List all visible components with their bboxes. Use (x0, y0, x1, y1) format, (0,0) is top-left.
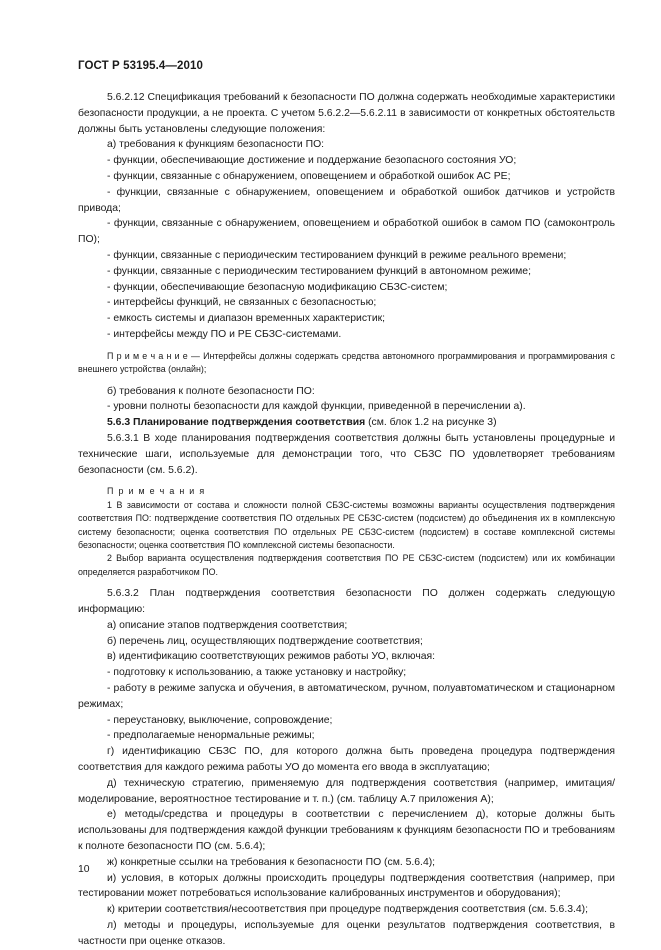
spacer (78, 478, 615, 485)
list-item: - функции, связанные с периодическим тестированием функций в режиме реального времени; (107, 249, 567, 261)
section-heading: 5.6.3 Планирование подтверждения соответствия (107, 417, 366, 429)
note-paragraph: 2 Выбор варианта осуществления подтверждения соответствия ПО РЕ СБЗС-систем (подсистем) или их комбинации определяется разработчиком ПО. (78, 553, 615, 577)
list-item: - функции, обеспечивающие достижение и поддержание безопасного состояния УО; (107, 155, 517, 167)
list-item: - функции, связанные с обнаружением, оповещением и обработкой ошибок АС РЕ; (107, 170, 511, 182)
paragraph: ж) конкретные ссылки на требования к безопасности ПО (см. 5.6.4); (107, 856, 436, 868)
note-paragraph: П р и м е ч а н и е — Интерфейсы должны содержать средства автономного программирования и программирования с внешнего устройства (онлайн); (78, 350, 615, 375)
paragraph: а) требования к функциям безопасности ПО: (107, 139, 325, 151)
paragraph: к) критерии соответствия/несоответствия при процедуре подтверждения соответствия (см. 5.6.3.4); (107, 904, 589, 916)
document-header: ГОСТ Р 53195.4—2010 (78, 60, 203, 72)
list-item: - подготовку к использованию, а также установку и настройку; (107, 667, 407, 679)
paragraph: 5.6.2.12 Спецификация требований к безопасности ПО должна содержать необходимые характеристики безопасности продукции, а не проекта. С учетом 5.6.2.2—5.6.2.11 в зависимости от конкретных обстоятельств должны быть установлены следующие положения: (78, 92, 615, 135)
paragraph: а) описание этапов подтверждения соответствия; (107, 619, 348, 631)
list-item: - функции, обеспечивающие безопасную модификацию СБЗС-систем; (107, 281, 448, 293)
list-item: - функции, связанные с обнаружением, оповещением и обработкой ошибок в самом ПО (самоконтроль ПО); (78, 218, 615, 246)
paragraph: 5.6.3.1 В ходе планирования подтверждения соответствия должны быть установлены процедурные и технические шаги, используемые для демонстрации того, что СБЗС ПО удовлетворяет требованиям безопасности (см. 5.6.2). (78, 432, 615, 476)
paragraph: 5.6.3.2 План подтверждения соответствия безопасности ПО должен содержать следующую информацию: (78, 588, 615, 615)
spacer (78, 579, 615, 586)
paragraph: г) идентификацию СБЗС ПО, для которого должна быть проведена процедура подтверждения соответствия для каждого режима работы УО до момента его ввода в эксплуатацию; (78, 746, 615, 773)
paragraph (78, 415, 615, 431)
paragraph: б) перечень лиц, осуществляющих подтверждение соответствия; (107, 635, 423, 647)
paragraph: е) методы/средства и процедуры в соответствии с перечислением д), которые должны быть использованы для подтверждения каждой функции требованиям к функциям безопасности ПО и требованиям к полноте безопасности ПО (см. 5.6.4); (78, 809, 615, 852)
spacer (78, 343, 615, 350)
list-item: - функции, связанные с периодическим тестированием функций в автономном режиме; (107, 265, 531, 277)
list-item: - интерфейсы между ПО и РЕ СБЗС-системами. (107, 328, 342, 340)
list-item: - предполагаемые ненормальные режимы; (107, 730, 315, 742)
spacer (78, 377, 615, 384)
paragraph: д) техническую стратегию, применяемую для подтверждения соответствия (например, имитация/моделирование, вероятностное тестирование и т. п.) (см. таблицу А.7 приложения А); (78, 777, 615, 805)
list-item: - работу в режиме запуска и обучения, в автоматическом, ручном, полуавтоматическом и стационарном режимах; (78, 682, 615, 710)
document-body (78, 90, 615, 950)
note-paragraph: 1 В зависимости от состава и сложности полной СБЗС-системы возможны варианты осуществления подтверждения соответствия ПО: подтверждение соответствия ПО отдельных РЕ СБЗС-систем (подсистем) до объединения их в комплексную систему безопасности; оценка соответствия ПО отдельных РЕ СБЗС-систем (подсистем) в составе комплексной системы безопасности; оценка соответствия ПО комплексной системы безопасности. (78, 499, 615, 550)
section-heading-ref: (см. блок 1.2 на рисунке 3) (365, 417, 497, 429)
page-number: 10 (78, 864, 90, 875)
note-paragraph: П р и м е ч а н и я (107, 486, 206, 497)
list-item: - уровни полноты безопасности для каждой функции, приведенной в перечислении а). (107, 401, 526, 413)
list-item: - емкость системы и диапазон временных характеристик; (107, 313, 386, 325)
list-item: - интерфейсы функций, не связанных с безопасностью; (107, 297, 377, 309)
paragraph: л) методы и процедуры, используемые для оценки результатов подтверждения соответствия, в частности при оценке отказов. (78, 919, 615, 947)
paragraph: б) требования к полноте безопасности ПО: (107, 385, 315, 397)
paragraph: и) условия, в которых должны происходить процедуры подтверждения соответствия (например, при тестировании может потребоваться использование калиброванных инструментов и оборудования); (78, 872, 615, 900)
list-item: - функции, связанные с обнаружением, оповещением и обработкой ошибок датчиков и устройств привода; (78, 186, 615, 214)
paragraph: в) идентификацию соответствующих режимов работы УО, включая: (107, 651, 436, 663)
list-item: - переустановку, выключение, сопровождение; (107, 714, 333, 726)
